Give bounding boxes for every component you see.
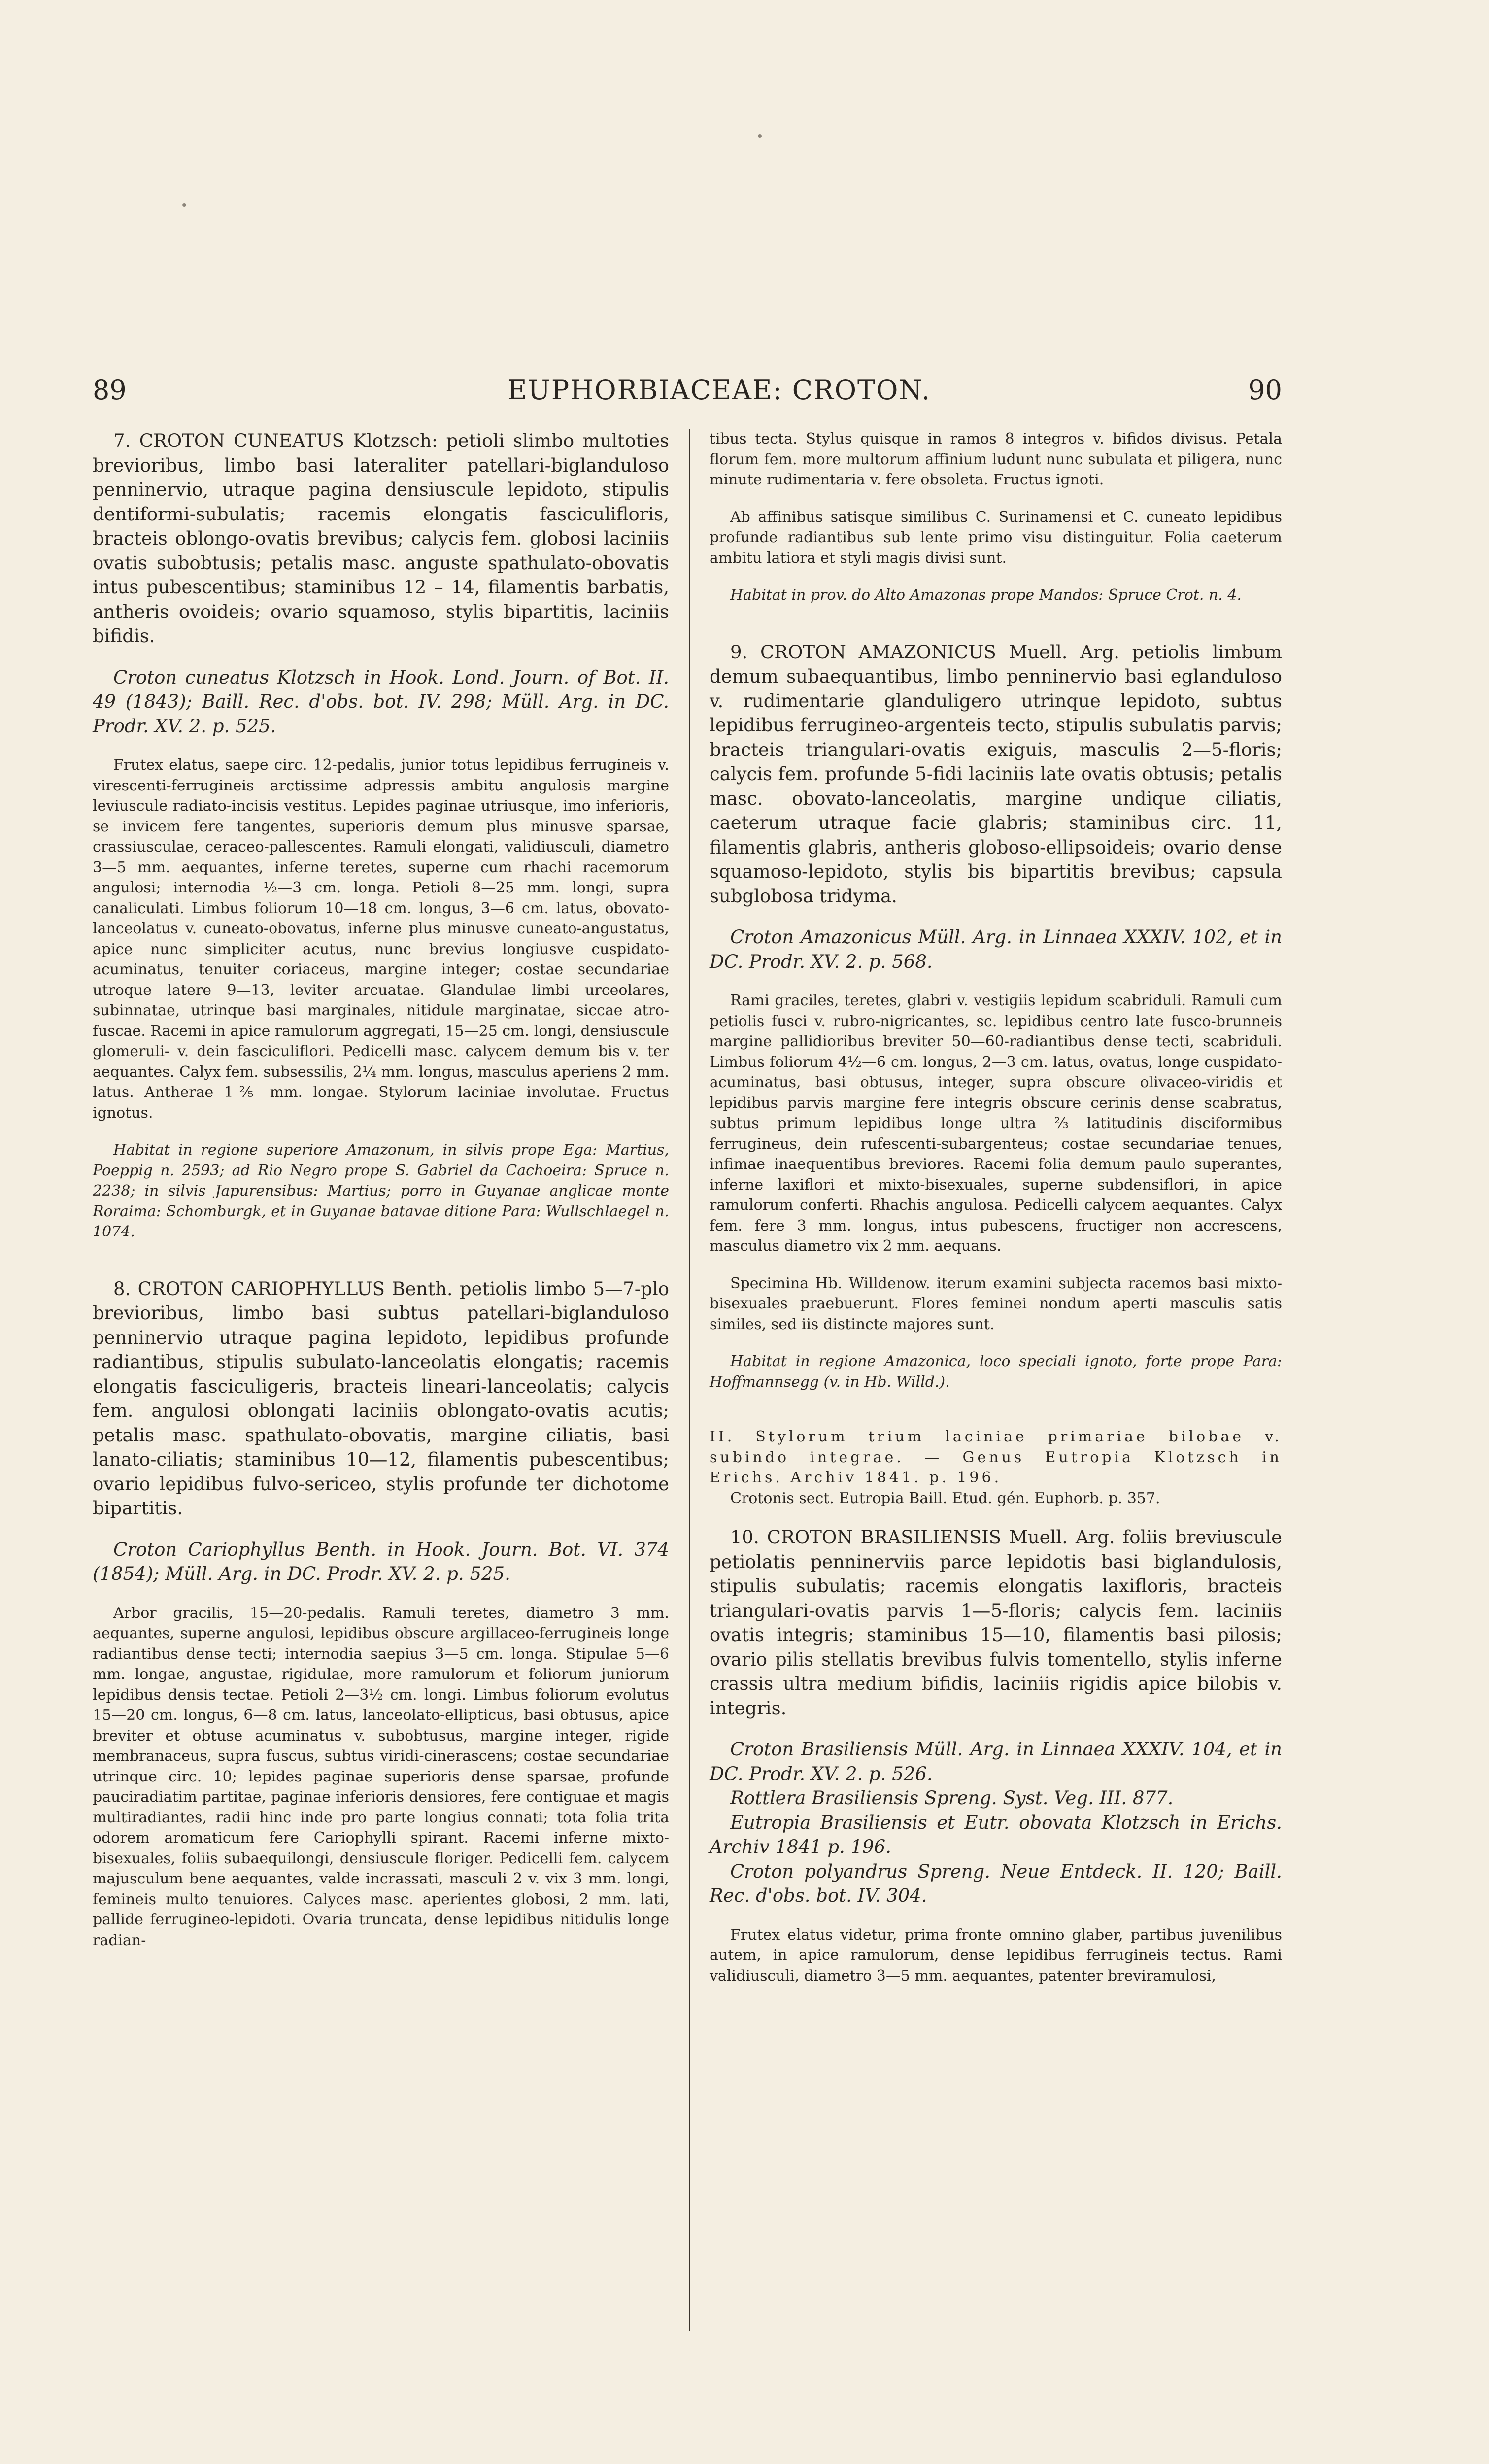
species-9-description: Rami graciles, teretes, glabri v. vestigiis lepidum scabriduli. Ramuli cum petiolis fusci v. rubro-nigricantes, sc. lepidibus centro late fusco-brunneis margine pallidioribus breviter 50—60-radiantibus dense tecti, scabriduli. Limbus foliorum 4½—6 cm. longus, 2—3 cm. latus, ovatus, longe cuspidato-acuminatus, basi obtusus, integer, supra obscure olivaceo-viridis et lepidibus parvis margine fere integris obscure cerinis dense scabratus, subtus primum lepidibus longe ultra ⅔ latitudinis disciformibus ferrugineus, dein rufescenti-subargenteus; costae secundariae tenues, infimae inaequentibus breviores. Racemi folia demum paulo superantes, inferne laxiflori et mixto-bisexuales, superne subdensiflori, in apice ramulorum conferti. Rhachis angulosa. Pedicelli calycem aequantes. Calyx fem. fere 3 mm. longus, intus pubescens, fructiger non accrescens, masculus diametro vix 2 mm. aequans. [710, 992, 1282, 1255]
page-number-left: 89 [93, 375, 127, 406]
species-10-citation-3: Eutropia Brasiliensis et Eutr. obovata Klotzsch in Erichs. Archiv 1841 p. 196. [710, 1812, 1282, 1857]
species-10-citation-1: Croton Brasiliensis Müll. Arg. in Linnaea XXXIV. 104, et in DC. Prodr. XV. 2. p. 526. [710, 1739, 1282, 1784]
species-8-note: Ab affinibus satisque similibus C. Surinamensi et C. cuneato lepidibus profunde radiantibus sub lente primo visu distinguitur. Folia caeterum ambitu latiora et styli magis divisi sunt. [710, 508, 1282, 567]
species-7-heading: 7. CROTON CUNEATUS Klotzsch: [113, 430, 438, 451]
species-10-description: Frutex elatus videtur, prima fronte omnino glaber, partibus juvenilibus autem, in apice ramulorum, dense lepidibus ferrugineis tectus. Rami validiusculi, diametro 3—5 mm. aequantes, patenter breviramulosi, [710, 1926, 1282, 1985]
page-number-right: 90 [1248, 375, 1282, 406]
species-9-citation: Croton Amazonicus Müll. Arg. in Linnaea XXXIV. 102, et in DC. Prodr. XV. 2. p. 568. [710, 926, 1282, 972]
paper-speck [758, 134, 762, 138]
species-7-citation: Croton cuneatus Klotzsch in Hook. Lond. Journ. of Bot. II. 49 (1843); Baill. Rec. d'obs. bot. IV. 298; Müll. Arg. in DC. Prodr. XV. 2. p. 525. [93, 666, 669, 737]
species-10-citation-4: Croton polyandrus Spreng. Neue Entdeck. II. 120; Baill. Rec. d'obs. bot. IV. 304. [710, 1860, 1282, 1906]
left-column [93, 429, 669, 1951]
species-9-note: Specimina Hb. Willdenow. iterum examini subjecta racemos basi mixto-bisexuales praebuerunt. Flores feminei nondum aperti masculis satis similes, sed iis distincte majores sunt. [710, 1274, 1282, 1333]
running-title: EUPHORBIACEAE: CROTON. [508, 375, 931, 406]
species-9-diagnosis-text: petiolis limbum demum subaequantibus, limbo penninervio basi eglanduloso v. rudimentarie glanduligero utrinque lepidoto, subtus lepidibus ferrugineo-argenteis tecto, stipulis subulatis parvis; bracteis triangulari-ovatis exiguis, masculis 2—5-floris; calycis fem. profunde 5-fidi laciniis late ovatis obtusis; petalis masc. obovato-lanceolatis, margine undique ciliatis, caeterum utraque facie glabris; staminibus circ. 11, filamentis glabris, antheris globoso-ellipsoideis; ovario dense squamoso-lepidoto, stylis bis bipartitis brevibus; capsula subglobosa tridyma. [710, 641, 1283, 907]
species-7-description: Frutex elatus, saepe circ. 12-pedalis, junior totus lepidibus ferrugineis v. virescenti-ferrugineis arctissime adpressis ambitu angulosis margine leviuscule radiato-incisis vestitus. Lepides paginae utriusque, imo inferioris, se invicem fere tangentes, superioris demum plus minusve sparsae, crassiusculae, ceraceo-pallescentes. Ramuli elongati, validiusculi, diametro 3—5 mm. aequantes, inferne teretes, superne cum rhachi racemorum angulosi; internodia ½—3 cm. longa. Petioli 8—25 mm. longi, supra canaliculati. Limbus foliorum 10—18 cm. longus, 3—6 cm. latus, obovato-lanceolatus v. cuneato-obovatus, inferne plus minusve cuneato-angustatus, apice nunc simpliciter acutus, nunc brevius longiusve cuspidato-acuminatus, tenuiter coriaceus, margine integer; costae secundariae utroque latere 9—13, leviter arcuatae. Glandulae limbi urceolares, subinnatae, utrinque basi marginales, nitidule marginatae, siccae atro-fuscae. Racemi in apice ramulorum aggregati, 15—25 cm. longi, densiuscule glomeruli- v. dein fasciculiflori. Pedicelli masc. calycem demum bis v. ter aequantes. Calyx fem. subsessilis, 2¼ mm. longus, masculus aperiens 2 mm. latus. Antherae 1⅖ mm. longae. Stylorum laciniae involutae. Fructus ignotus. [93, 756, 669, 1122]
species-10-diagnosis-text: foliis breviuscule petiolatis penninerviis parce lepidotis basi biglandulosis, stipulis subulatis; racemis elongatis laxifloris, bracteis triangulari-ovatis parvis 1—5-floris; calycis fem. laciniis ovatis integris; staminibus 15—10, filamentis basi pilosis; ovario pilis stellatis brevibus fulvis tomentello, stylis inferne crassis ultra medium bifidis, laciniis rigidis apice bilobis v. integris. [710, 1527, 1283, 1719]
species-8-heading: 8. CROTON CARIOPHYLLUS Benth. [113, 1278, 453, 1300]
species-8-habitat: Habitat in prov. do Alto Amazonas prope Mandos: Spruce Crot. n. 4. [730, 586, 1242, 604]
paper-speck [182, 203, 186, 207]
species-9-heading: 9. CROTON AMAZONICUS Muell. Arg. [730, 641, 1120, 663]
column-divider [689, 429, 690, 2331]
species-7-diagnosis [93, 429, 669, 649]
species-10-heading: 10. CROTON BRASILIENSIS Muell. Arg. [730, 1527, 1115, 1548]
species-8-description: Arbor gracilis, 15—20-pedalis. Ramuli teretes, diametro 3 mm. aequantes, superne angulosi, lepidibus obscure argillaceo-ferrugineis longe radiantibus dense tecti; internodia saepius 3—5 cm. longa. Stipulae 5—6 mm. longae, angustae, rigidulae, more ramulorum et foliorum juniorum lepidibus densis tectae. Petioli 2—3½ cm. longi. Limbus foliorum evolutus 15—20 cm. longus, 6—8 cm. latus, lanceolato-ellipticus, basi obtusus, apice breviter et obtuse acuminatus v. subobtusus, margine integer, rigide membranaceus, supra fuscus, subtus viridi-cinerascens; costae secundariae utrinque circ. 10; lepides paginae superioris dense sparsae, profunde pauciradiatim partitae, paginae inferioris densiores, fere contiguae et magis multiradiantes, radii hinc inde pro parte longius connati; tota folia trita odorem aromaticum fere Cariophylli spirant. Racemi inferne mixto-bisexuales, foliis subaequilongi, densiuscule floriger. Pedicelli fem. calycem majusculum bene aequantes, valde incrassati, masculi 2 v. vix 3 mm. longi, femineis multo tenuiores. Calyces masc. aperientes globosi, 2 mm. lati, pallide ferrugineo-lepidoti. Ovaria truncata, dense lepidibus nitidulis longe radian- [93, 1604, 669, 1949]
species-9-habitat: Habitat in regione Amazonica, loco speciali ignoto, forte prope Para: Hoffmannsegg (v. in Hb. Willd.). [710, 1353, 1282, 1391]
species-7-diagnosis-text: petioli slimbo multoties brevioribus, limbo basi lateraliter patellari-biglanduloso penninervio, utraque pagina densiuscule lepidoto, stipulis dentiformi-subulatis; racemis elongatis fasciculifloris, bracteis oblongo-ovatis brevibus; calycis fem. globosi laciniis ovatis subobtusis; petalis masc. anguste spathulato-obovatis intus pubescentibus; staminibus 12 – 14, filamentis barbatis, antheris ovoideis; ovario squamoso, stylis bipartitis, laciniis bifidis. [93, 430, 669, 647]
species-8-description-continued: tibus tecta. Stylus quisque in ramos 8 integros v. bifidos divisus. Petala florum fem. more multorum affinium ludunt nunc subulata et piligera, nunc minute rudimentaria v. fere obsoleta. Fructus ignoti. [710, 430, 1282, 488]
species-10-citation-2: Rottlera Brasiliensis Spreng. Syst. Veg. III. 877. [730, 1787, 1174, 1809]
species-7-habitat: Habitat in regione superiore Amazonum, in silvis prope Ega: Martius, Poeppig n. 2593; ad Rio Negro prope S. Gabriel da Cachoeira: Spruce n. 2238; in silvis Japurensibus: Martius; porro in Guyanae anglicae monte Roraima: Schomburgk, et in Guyanae batavae ditione Para: Wullschlaegel n. 1074. [93, 1141, 669, 1240]
section-ii-synonym: Crotonis sect. Eutropia Baill. Etud. gén. Euphorb. p. 357. [730, 1489, 1160, 1507]
species-8-diagnosis-text: petiolis limbo 5—7-plo brevioribus, limbo basi subtus patellari-biglanduloso penninervio utraque pagina lepidoto, lepidibus profunde radiantibus, stipulis subulato-lanceolatis elongatis; racemis elongatis fasciculigeris, bracteis lineari-lanceolatis; calycis fem. angulosi oblongati laciniis oblongato-ovatis acutis; petalis masc. spathulato-obovatis, margine ciliatis, basi lanato-ciliatis; staminibus 10—12, filamentis pubescentibus; ovario lepidibus fulvo-sericeo, stylis profunde ter dichotome bipartitis. [93, 1278, 669, 1519]
section-ii-text: II. Stylorum trium laciniae primariae bilobae v. subindo integrae. — Genus Eutropia Klotzsch in Erichs. Archiv 1841. p. 196. [710, 1428, 1282, 1486]
section-ii-heading [710, 1427, 1282, 1488]
right-column [710, 429, 1282, 1986]
species-9-diagnosis [710, 640, 1282, 909]
species-8-citation: Croton Cariophyllus Benth. in Hook. Journ. Bot. VI. 374 (1854); Müll. Arg. in DC. Prodr. XV. 2. p. 525. [93, 1539, 669, 1584]
species-8-diagnosis [93, 1277, 669, 1521]
species-10-diagnosis [710, 1525, 1282, 1720]
